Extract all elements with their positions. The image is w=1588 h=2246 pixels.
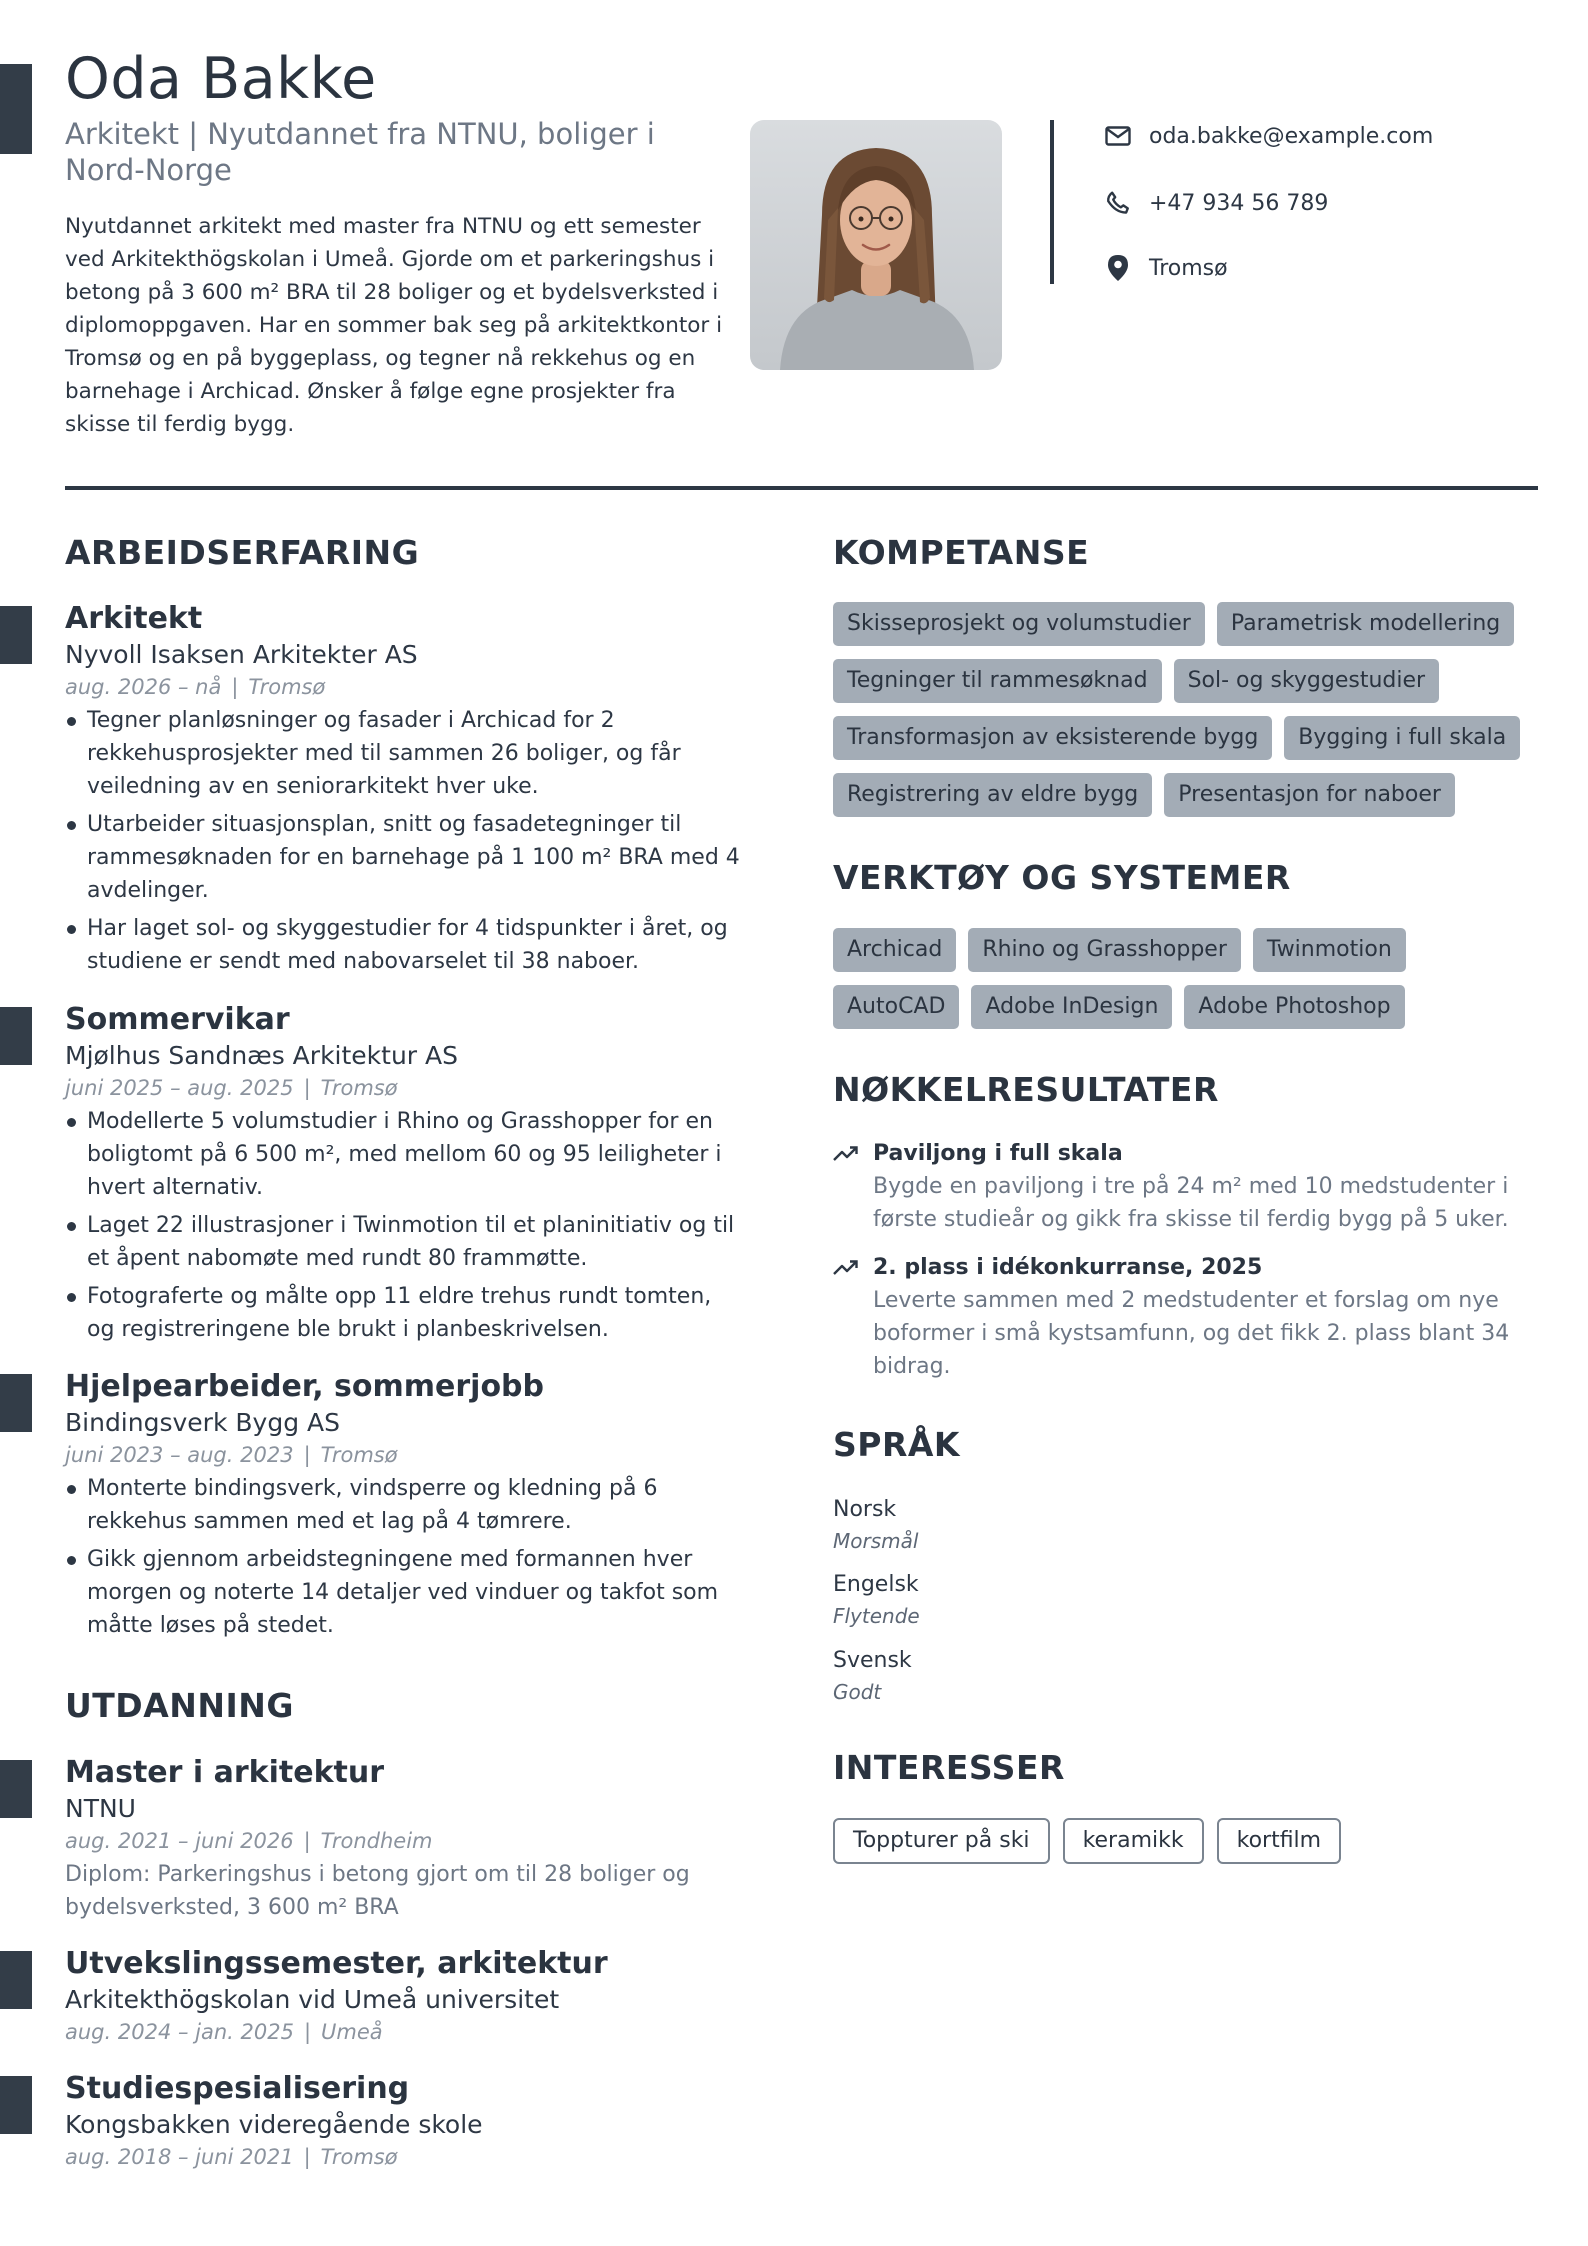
job-title: Hjelpearbeider, sommerjobb <box>65 1369 545 1404</box>
job-place: Tromsø <box>320 1076 398 1100</box>
education-meta: aug. 2024 – jan. 2025 | Umeå <box>65 2020 383 2044</box>
language-name: Engelsk <box>833 1572 919 1597</box>
contact-phone[interactable] <box>1103 188 1503 218</box>
job-bullet: Modellerte 5 volumstudier i Rhino og Grasshopper for en boligtomt på 6 500 m², med mellom 60 og 95 leiligheter i hvert alternativ. <box>65 1105 745 1204</box>
job-bullet: Gikk gjennom arbeidstegningene med formannen hver morgen og noterte 14 detaljer ved vinduer og takfot som måtte løses på stedet. <box>65 1543 745 1642</box>
accent-bar-edu-1 <box>0 1760 32 1818</box>
skill-tag: Registrering av eldre bygg <box>833 773 1152 817</box>
school-name: Arkitekthögskolan vid Umeå universitet <box>65 1985 560 2014</box>
result-title: 2. plass i idékonkurranse, 2025 <box>873 1255 1263 1280</box>
location-pin-icon <box>1103 253 1133 283</box>
job-dates: juni 2023 – aug. 2023 <box>65 1443 294 1467</box>
language-item <box>833 1645 912 1707</box>
education-dates: aug. 2021 – juni 2026 <box>65 1829 294 1853</box>
candidate-name: Oda Bakke <box>65 46 377 112</box>
headline: Arkitekt | Nyutdannet fra NTNU, boliger i Nord-Norge <box>65 117 655 187</box>
school-name: NTNU <box>65 1794 136 1823</box>
contact-email[interactable] <box>1103 121 1503 151</box>
education-heading: UTDANNING <box>65 1686 294 1725</box>
job-bullet: Monterte bindingsverk, vindsperre og kledning på 6 rekkehus sammen med et lag på 4 tømrere. <box>65 1472 745 1538</box>
tool-tag: Adobe Photoshop <box>1184 985 1404 1029</box>
skill-tag: Sol- og skyggestudier <box>1174 659 1439 703</box>
contact-divider <box>1050 120 1054 284</box>
tools-tag-list <box>833 928 1533 1042</box>
education-entry <box>65 1754 745 1924</box>
job-bullet: Fotograferte og målte opp 11 eldre trehus rundt tomten, og registreringene ble brukt i planbeskrivelsen. <box>65 1280 745 1346</box>
degree-title: Master i arkitektur <box>65 1755 385 1790</box>
tool-tag: Rhino og Grasshopper <box>968 928 1241 972</box>
tool-tag: AutoCAD <box>833 985 959 1029</box>
education-description: Diplom: Parkeringshus i betong gjort om til 28 boliger og bydelsverksted, 3 600 m² BRA <box>65 1862 690 1920</box>
tool-tag: Archicad <box>833 928 956 972</box>
education-entry <box>65 2070 745 2172</box>
job-employer: Mjølhus Sandnæs Arkitektur AS <box>65 1041 458 1070</box>
job-entry <box>65 600 745 983</box>
interest-tag: kortfilm <box>1217 1818 1342 1864</box>
education-place: Tromsø <box>320 2145 398 2169</box>
interest-tag: keramikk <box>1063 1818 1204 1864</box>
interest-tag: Toppturer på ski <box>833 1818 1050 1864</box>
education-dates: aug. 2024 – jan. 2025 <box>65 2020 294 2044</box>
school-name: Kongsbakken videregående skole <box>65 2110 483 2139</box>
result-description: Leverte sammen med 2 medstudenter et forslag om nye boformer i små kystsamfunn, og det fikk 2. plass blant 34 bidrag. <box>873 1288 1510 1379</box>
job-bullet: Tegner planløsninger og fasader i Archicad for 2 rekkehusprosjekter med til sammen 26 boliger, og får veiledning av en seniorarkitekt hver uke. <box>65 704 745 803</box>
portrait-illustration <box>750 120 1002 370</box>
job-entry <box>65 1001 745 1351</box>
education-dates: aug. 2018 – juni 2021 <box>65 2145 294 2169</box>
degree-title: Studiespesialisering <box>65 2071 410 2106</box>
result-title: Paviljong i full skala <box>873 1141 1123 1166</box>
profile-summary: Nyutdannet arkitekt med master fra NTNU og ett semester ved Arkitekthögskolan i Umeå. Gjorde om et parkeringshus i betong på 3 600 m² BRA til 28 boliger og et bydelsverksted i diplomoppgaven. Har en sommer bak seg på arkitektkontor i Tromsø og en på byggeplass, og tegner nå rekkehus og en barnehage i Archicad. Ønsker å følge egne prosjekter fra skisse til ferdig bygg. <box>65 214 723 437</box>
skill-tag: Transformasjon av eksisterende bygg <box>833 716 1272 760</box>
education-entry <box>65 1945 745 2047</box>
language-item <box>833 1494 918 1556</box>
accent-bar-job-2 <box>0 1007 32 1065</box>
job-bullet: Har laget sol- og skyggestudier for 4 tidspunkter i året, og studiene er sendt med nabovarselet til 38 naboer. <box>65 912 745 978</box>
job-meta: juni 2025 – aug. 2025 | Tromsø <box>65 1076 398 1100</box>
interests-tag-list <box>833 1818 1533 1864</box>
language-item <box>833 1569 920 1631</box>
trending-up-icon <box>833 1144 859 1164</box>
skill-tag: Parametrisk modellering <box>1217 602 1514 646</box>
education-place: Trondheim <box>320 1829 433 1853</box>
job-bullet: Laget 22 illustrasjoner i Twinmotion til et planinitiativ og til et åpent nabomøte med rundt 80 frammøtte. <box>65 1209 745 1275</box>
language-level: Morsmål <box>833 1529 919 1553</box>
job-bullets <box>65 1105 745 1346</box>
phone-icon <box>1103 188 1133 218</box>
accent-bar-job-1 <box>0 606 32 664</box>
accent-bar-edu-2 <box>0 1951 32 2009</box>
job-bullets <box>65 1472 745 1642</box>
education-place: Umeå <box>321 2020 383 2044</box>
language-name: Svensk <box>833 1648 912 1673</box>
results-heading: NØKKELRESULTATER <box>833 1070 1219 1109</box>
tools-heading: VERKTØY OG SYSTEMER <box>833 858 1291 897</box>
tool-tag: Twinmotion <box>1253 928 1406 972</box>
job-bullet: Utarbeider situasjonsplan, snitt og fasadetegninger til rammesøknaden for en barnehage på 1 100 m² BRA med 4 avdelinger. <box>65 808 745 907</box>
job-title: Sommervikar <box>65 1002 290 1037</box>
phone-text[interactable]: +47 934 56 789 <box>1149 190 1329 216</box>
skill-tag: Presentasjon for naboer <box>1164 773 1455 817</box>
languages-heading: SPRÅK <box>833 1425 960 1464</box>
location-text: Tromsø <box>1149 255 1228 281</box>
profile-photo <box>750 120 1002 370</box>
job-place: Tromsø <box>248 675 326 699</box>
language-name: Norsk <box>833 1497 897 1522</box>
accent-bar-edu-3 <box>0 2076 32 2134</box>
job-title: Arkitekt <box>65 601 203 636</box>
interests-heading: INTERESSER <box>833 1748 1065 1787</box>
job-dates: juni 2025 – aug. 2025 <box>65 1076 294 1100</box>
education-meta: aug. 2018 – juni 2021 | Tromsø <box>65 2145 398 2169</box>
trending-up-icon <box>833 1258 859 1278</box>
skill-tag: Skisseprosjekt og volumstudier <box>833 602 1205 646</box>
job-dates: aug. 2026 – nå <box>65 675 222 699</box>
job-employer: Nyvoll Isaksen Arkitekter AS <box>65 640 418 669</box>
result-description: Bygde en paviljong i tre på 24 m² med 10 medstudenter i første studieår og gikk fra skisse til ferdig bygg på 5 uker. <box>873 1174 1509 1232</box>
contact-location <box>1103 253 1503 283</box>
experience-heading: ARBEIDSERFARING <box>65 533 420 572</box>
education-meta: aug. 2021 – juni 2026 | Trondheim <box>65 1829 433 1853</box>
job-meta: aug. 2026 – nå | Tromsø <box>65 675 326 699</box>
skills-tag-list <box>833 602 1533 830</box>
tool-tag: Adobe InDesign <box>971 985 1172 1029</box>
job-employer: Bindingsverk Bygg AS <box>65 1408 340 1437</box>
result-item <box>833 1138 1523 1236</box>
job-bullets <box>65 704 745 978</box>
job-place: Tromsø <box>320 1443 398 1467</box>
header-divider <box>65 486 1538 490</box>
degree-title: Utvekslingssemester, arkitektur <box>65 1946 608 1981</box>
result-item <box>833 1252 1523 1383</box>
language-level: Flytende <box>833 1604 920 1628</box>
skill-tag: Bygging i full skala <box>1284 716 1520 760</box>
skills-heading: KOMPETANSE <box>833 533 1090 572</box>
accent-bar-header <box>0 64 32 154</box>
language-level: Godt <box>833 1680 882 1704</box>
accent-bar-job-3 <box>0 1374 32 1432</box>
skill-tag: Tegninger til rammesøknad <box>833 659 1162 703</box>
job-entry <box>65 1368 745 1647</box>
mail-icon <box>1103 121 1133 151</box>
email-text[interactable]: oda.bakke@example.com <box>1149 123 1434 149</box>
job-meta: juni 2023 – aug. 2023 | Tromsø <box>65 1443 398 1467</box>
